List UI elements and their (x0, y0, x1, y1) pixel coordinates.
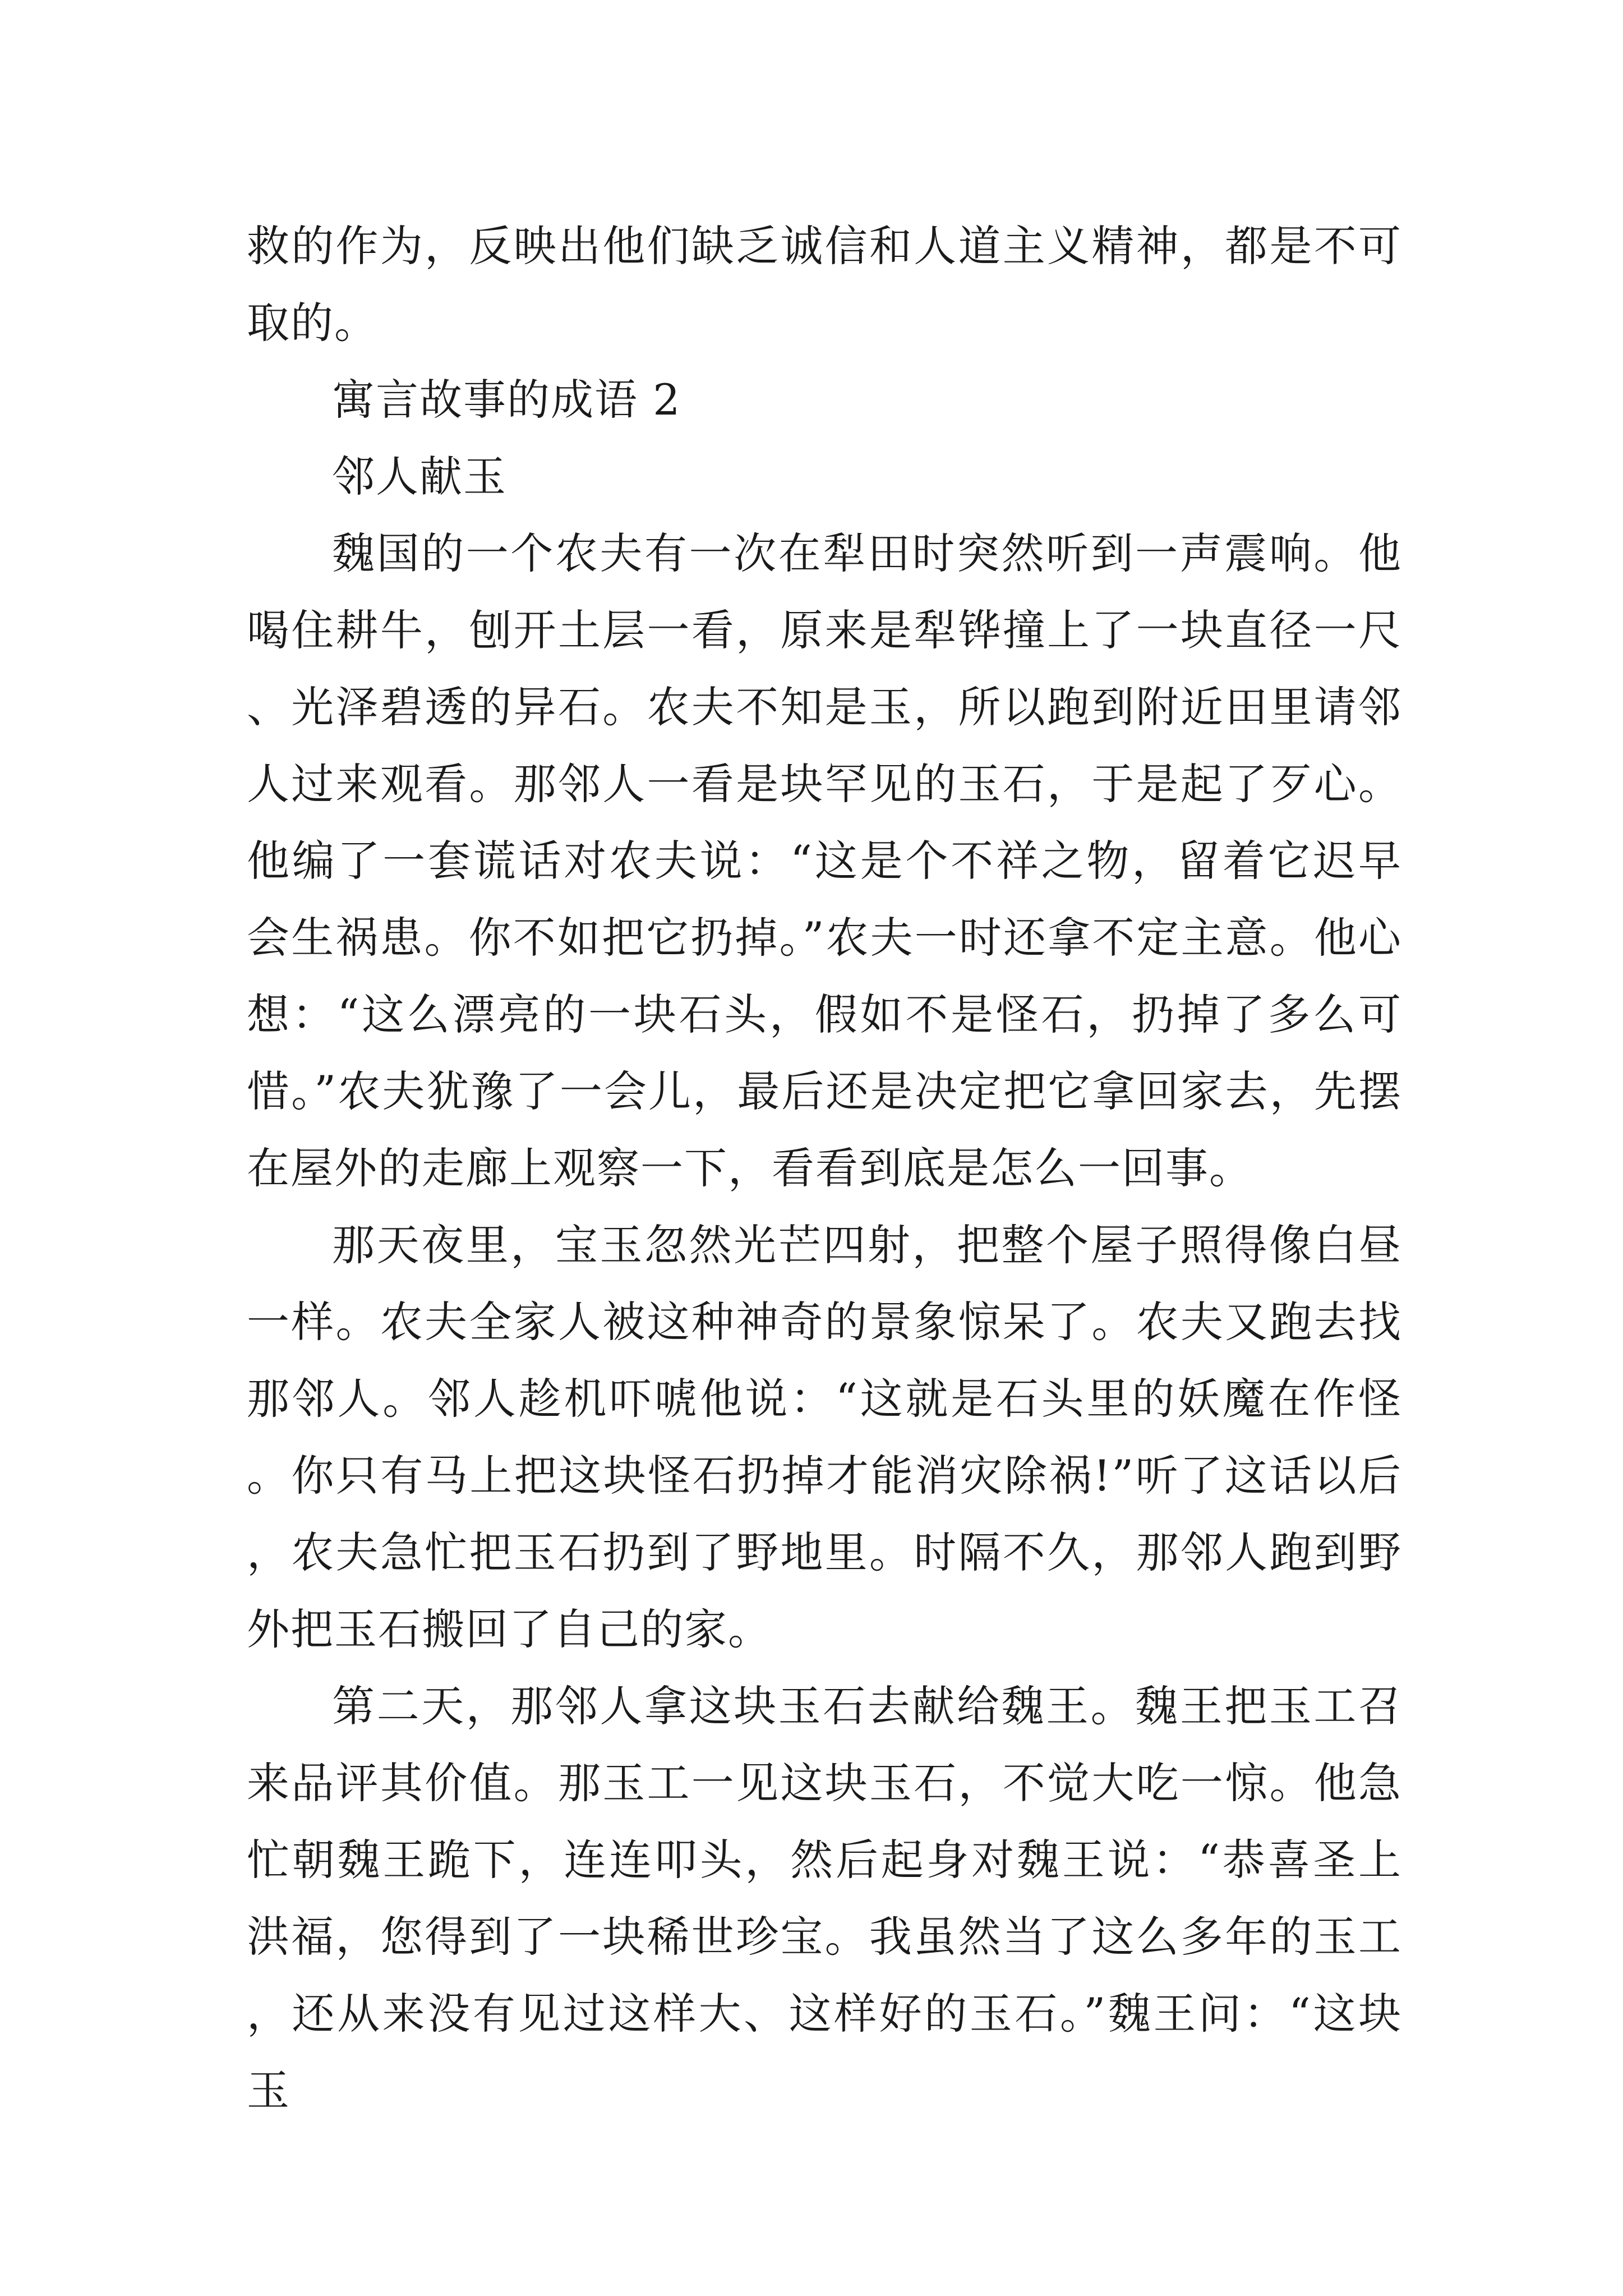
section-heading: 寓言故事的成语 2 (332, 375, 681, 425)
document-body (247, 208, 1402, 2129)
story-title: 邻人献玉 (332, 452, 507, 501)
continuation-paragraph: 救的作为，反映出他们缺乏诚信和人道主义精神，都是不可取的。 (247, 221, 1402, 348)
story-paragraph: 魏国的一个农夫有一次在犁田时突然听到一声震响。他喝住耕牛，刨开土层一看，原来是犁铧撞上了一块直径一尺、光泽碧透的异石。农夫不知是玉，所以跑到附近田里请邻人过来观看。那邻人一看是块罕见的玉石，于是起了歹心。他编了一套谎话对农夫说：“这是个不祥之物，留着它迟早会生祸患。你不如把它扔掉。”农夫一时还拿不定主意。他心想：“这么漂亮的一块石头，假如不是怪石，扔掉了多么可惜。”农夫犹豫了一会儿，最后还是决定把它拿回家去，先摆在屋外的走廊上观察一下，看看到底是怎么一回事。 (247, 528, 1402, 1193)
story-paragraph: 第二天，那邻人拿这块玉石去献给魏王。魏王把玉工召来品评其价值。那玉工一见这块玉石，不觉大吃一惊。他急忙朝魏王跪下，连连叩头，然后起身对魏王说：“恭喜圣上洪福，您得到了一块稀世珍宝。我虽然当了这么多年的玉工，还从来没有见过这样大、这样好的玉石。”魏王问：“这块玉 (247, 1681, 1402, 2115)
story-paragraph: 那天夜里，宝玉忽然光芒四射，把整个屋子照得像白昼一样。农夫全家人被这种神奇的景象惊呆了。农夫又跑去找那邻人。邻人趁机吓唬他说：“这就是石头里的妖魔在作怪。你只有马上把这块怪石扔掉才能消灾除祸!”听了这话以后，农夫急忙把玉石扔到了野地里。时隔不久，那邻人跑到野外把玉石搬回了自己的家。 (247, 1220, 1402, 1654)
